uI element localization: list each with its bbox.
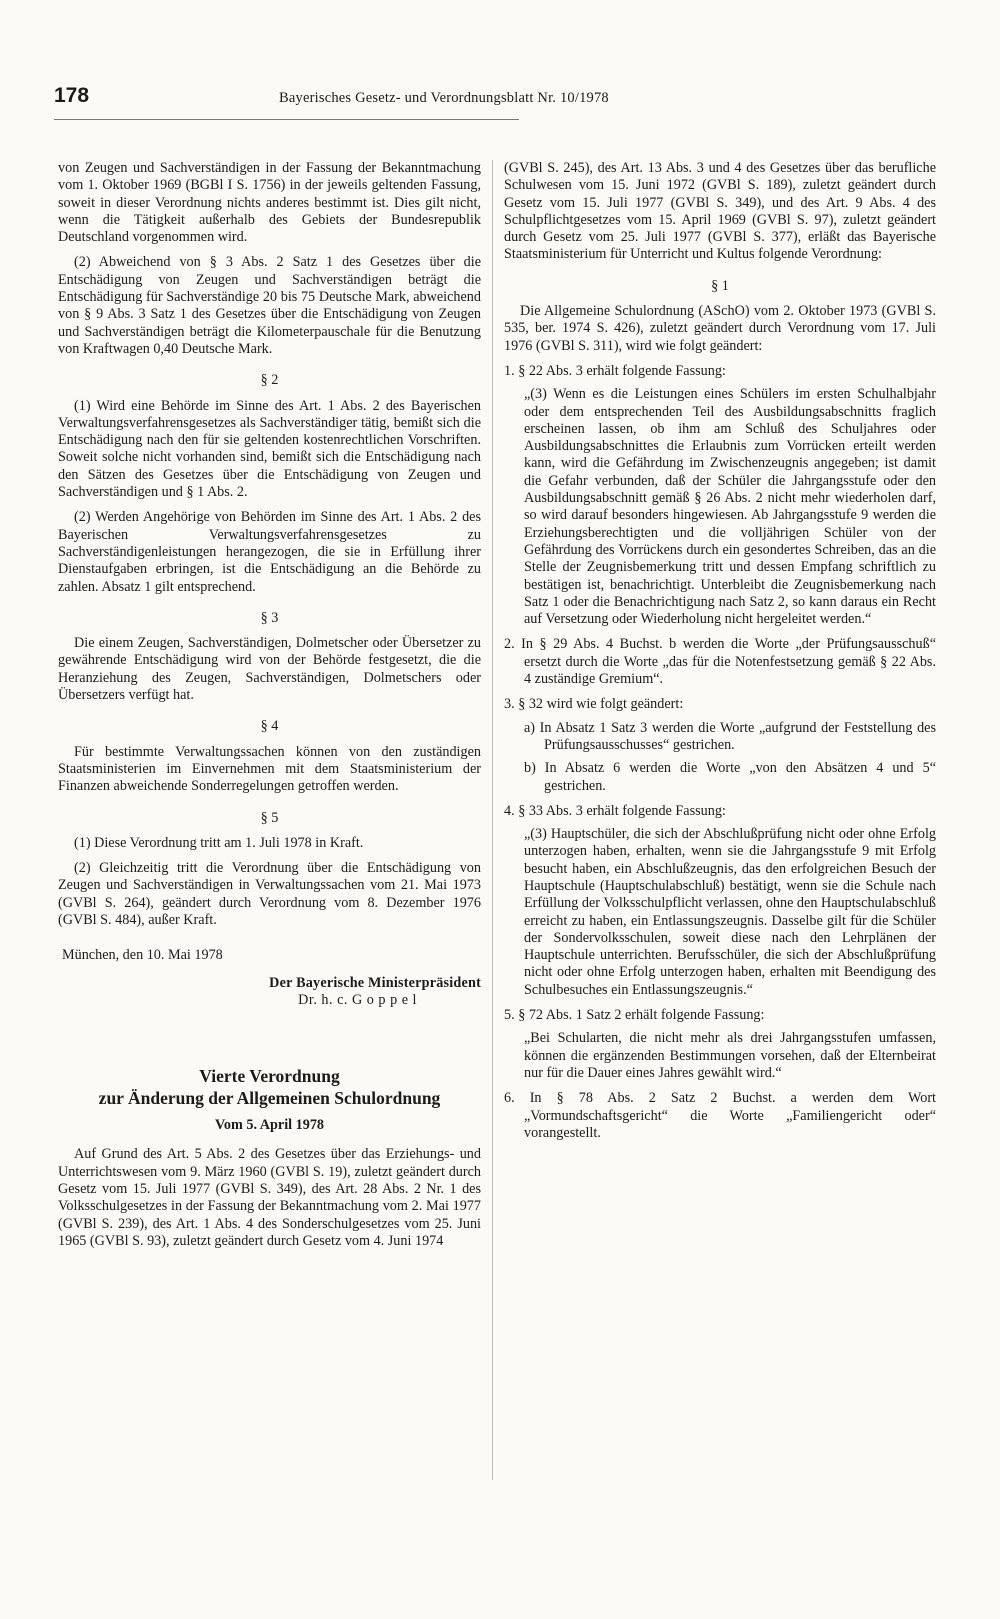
- section-heading: § 1: [711, 277, 729, 294]
- paragraph: Die einem Zeugen, Sachverständigen, Dolmetscher oder Übersetzer zu gewährende Entschädigung wird von der Behörde festgesetzt, die die Heranziehung des Zeugen, Sachverständigen, Dolmetschers oder Übersetzers verfügt hat.: [58, 635, 481, 704]
- paragraph: von Zeugen und Sachverständigen in der Fassung der Bekanntmachung vom 1. Oktober 1969 (BGBl I S. 1756) in der jeweils geltenden Fassung, soweit in dieser Verordnung nichts anderes bestimmt ist. Dies gilt nicht, wenn die Tätigkeit außerhalb des Gebiets der Bundesrepublik Deutschland vorgenommen wird.: [58, 160, 481, 246]
- regulation-date: Vom 5. April 1978: [214, 1117, 325, 1134]
- amendment-item: 5. § 72 Abs. 1 Satz 2 erhält folgende Fassung:: [504, 1007, 765, 1024]
- amendment-quote: „(3) Wenn es die Leistungen eines Schülers im ersten Schulhalbjahr oder dem entsprechenden Teil des Ausbildungsabschnitts fraglich erscheinen lassen, ob ihm am Schluß des Schuljahres oder Ausbildungsabschnittes die Erlaubnis zum Vorrücken erteilt werden kann, wird die Gefährdung im Zwischenzeugnis angegeben; ist damit die Gefahr verbunden, daß der Schüler die Jahrgangsstufe oder den Ausbildungsabschnitt gemäß § 26 Abs. 2 nicht mehr wiederholen darf, so wird darauf besonders hingewiesen. Ab Jahrgangsstufe 9 werden die Erziehungsberechtigten und die volljährigen Schüler von der Gefährdung des Vorrückens durch ein gesondertes Schreiben, das an die Stelle der Zeugnisbemerkung tritt und dessen Empfang schriftlich zu bestätigen ist, benachrichtigt. Unterbleibt die Zeugnisbemerkung nach Satz 1 oder die Benachrichtigung nach Satz 2, so kann daraus ein Recht auf Versetzung oder Wiederholung nicht hergeleitet werden.“: [524, 386, 936, 628]
- column-divider: [492, 160, 493, 1480]
- paragraph: (2) Abweichend von § 3 Abs. 2 Satz 1 des Gesetzes über die Entschädigung von Zeugen und Sachverständigen beträgt die Entschädigung für Sachverständige 20 bis 75 Deutsche Mark, abweichend von § 9 Abs. 3 Satz 1 des Gesetzes über die Entschädigung von Zeugen und Sachverständigen beträgt die Kilometerpauschale für die Benutzung von Kraftwagen 0,40 Deutsche Mark.: [58, 254, 481, 357]
- right-column: [504, 160, 936, 1142]
- signer-title: Der Bayerische Ministerpräsident: [269, 974, 481, 991]
- regulation-title: [58, 1065, 481, 1109]
- paragraph: (1) Wird eine Behörde im Sinne des Art. 1 Abs. 2 des Bayerischen Verwaltungsverfahrensgesetzes als Sachverständiger tätig, bemißt sich die Entschädigung nach den für sie geltenden kostenrechtlichen Vorschriften. Soweit solche nicht vorhanden sind, bemißt sich die Entschädigung nach den Sätzen des Gesetzes über die Entschädigung von Zeugen und Sachverständigen und § 1 Abs. 2.: [58, 397, 481, 501]
- signer-name: Dr. h. c. G o p p e l: [298, 991, 417, 1008]
- preamble: Auf Grund des Art. 5 Abs. 2 des Gesetzes über das Erziehungs- und Unterrichtswesen vom 9. März 1960 (GVBl S. 19), zuletzt geändert durch Gesetz vom 15. Juli 1977 (GVBl S. 349), des Art. 28 Abs. 2 Nr. 1 des Volksschulgesetzes in der Fassung der Bekanntmachung vom 2. Mai 1977 (GVBl S. 239), des Art. 1 Abs. 4 des Sonderschulgesetzes vom 25. Juni 1965 (GVBl S. 93), zuletzt geändert durch Gesetz vom 4. Juni 1974: [58, 1146, 481, 1249]
- place-date: München, den 10. Mai 1978: [62, 947, 223, 964]
- amendment-item: 3. § 32 wird wie folgt geändert:: [504, 696, 684, 713]
- preamble-continued: (GVBl S. 245), des Art. 13 Abs. 3 und 4 des Gesetzes über das berufliche Schulwesen vom 15. Juni 1972 (GVBl S. 189), zuletzt geändert durch Gesetz vom 15. Juli 1977 (GVBl S. 349), und des Art. 9 Abs. 4 des Schulpflichtgesetzes vom 15. April 1969 (GVBl S. 97), zuletzt geändert durch Gesetz vom 25. Juli 1977 (GVBl S. 377), erläßt das Bayerische Staatsministerium für Unterricht und Kultus folgende Verordnung:: [504, 160, 936, 263]
- section-heading: § 4: [260, 718, 279, 735]
- amendment-item: 4. § 33 Abs. 3 erhält folgende Fassung:: [504, 802, 726, 819]
- paragraph: (2) Werden Angehörige von Behörden im Sinne des Art. 1 Abs. 2 des Bayerischen Verwaltungsverfahrensgesetzes zu Sachverständigenleistungen herangezogen, die sie in Erfüllung ihrer Dienstaufgaben erbringen, ist die Entschädigung an die Behörde zu zahlen. Absatz 1 gilt entsprechend.: [58, 509, 481, 595]
- header-rule: [54, 119, 519, 120]
- left-column: [58, 160, 481, 1250]
- amendment-quote: „(3) Hauptschüler, die sich der Abschlußprüfung nicht oder ohne Erfolg unterzogen haben, erhalten, wenn sie die Jahrgangsstufe 9 mit Erfolg besucht haben, ein Abschlußzeugnis, das den erfolgreichen Besuch der Hauptschule (Hauptschulabschluß) bestätigt, wenn sie die Schule nach Erfüllung der Volksschulpflicht verlassen, ohne den Hauptschulabschluß erreicht zu haben, ein Entlassungszeugnis. Dasselbe gilt für die Schüler der Sondervolksschulen, soweit diese nach den Lehrplänen der Hauptschule unterrichten. Berufsschüler, die sich der Abschlußprüfung nicht oder ohne Erfolg unterzogen haben, erhalten mit Beendigung des Schulbesuches ein Entlassungszeugnis.“: [524, 826, 937, 998]
- regulation-title-line: Vierte Verordnung: [199, 1066, 340, 1087]
- amendment-subitem: a) In Absatz 1 Satz 3 werden die Worte „aufgrund der Feststellung des Prüfungsausschusses“ gestrichen.: [524, 719, 936, 753]
- amendment-quote: „Bei Schularten, die nicht mehr als drei Jahrgangsstufen umfassen, können die ergänzenden Bestimmungen vorsehen, daß der Elternbeirat nur für die Dauer eines Jahres gewählt wird.“: [524, 1030, 936, 1081]
- section-heading: § 2: [260, 372, 279, 389]
- amendment-item: 1. § 22 Abs. 3 erhält folgende Fassung:: [504, 362, 726, 379]
- section-heading: § 5: [260, 809, 279, 826]
- paragraph: Die Allgemeine Schulordnung (ASchO) vom 2. Oktober 1973 (GVBl S. 535, ber. 1974 S. 426), zuletzt geändert durch Verordnung vom 17. Juli 1976 (GVBl S. 311), wird wie folgt geändert:: [504, 303, 936, 354]
- paragraph: Für bestimmte Verwaltungssachen können von den zuständigen Staatsministerien im Einvernehmen mit dem Staatsministerium der Finanzen abweichende Sonderregelungen getroffen werden.: [58, 743, 481, 795]
- amendment-item: 2. In § 29 Abs. 4 Buchst. b werden die Worte „der Prüfungsausschuß“ ersetzt durch die Worte „das für die Notenfestsetzung gemäß § 22 Abs. 4 zuständige Gremium“.: [504, 636, 936, 688]
- section-heading: § 3: [260, 609, 279, 626]
- amendment-item: 6. In § 78 Abs. 2 Satz 2 Buchst. a werden dem Wort „Vormundschaftsgericht“ die Worte „Familiengericht oder“ vorangestellt.: [504, 1090, 936, 1141]
- running-title: Bayerisches Gesetz- und Verordnungsblatt Nr. 10/1978: [279, 90, 609, 106]
- paragraph: (1) Diese Verordnung tritt am 1. Juli 1978 in Kraft.: [74, 834, 364, 851]
- amendment-subitem: b) In Absatz 6 werden die Worte „von den Absätzen 4 und 5“ gestrichen.: [524, 760, 936, 794]
- paragraph: (2) Gleichzeitig tritt die Verordnung über die Entschädigung von Zeugen und Sachverständigen in Verwaltungssachen vom 21. Mai 1973 (GVBl S. 264), geändert durch Verordnung vom 8. Dezember 1976 (GVBl S. 484), außer Kraft.: [58, 860, 481, 928]
- page-number: 178: [54, 84, 90, 107]
- page-header: [54, 84, 744, 114]
- regulation-title-line: zur Änderung der Allgemeinen Schulordnung: [98, 1088, 441, 1109]
